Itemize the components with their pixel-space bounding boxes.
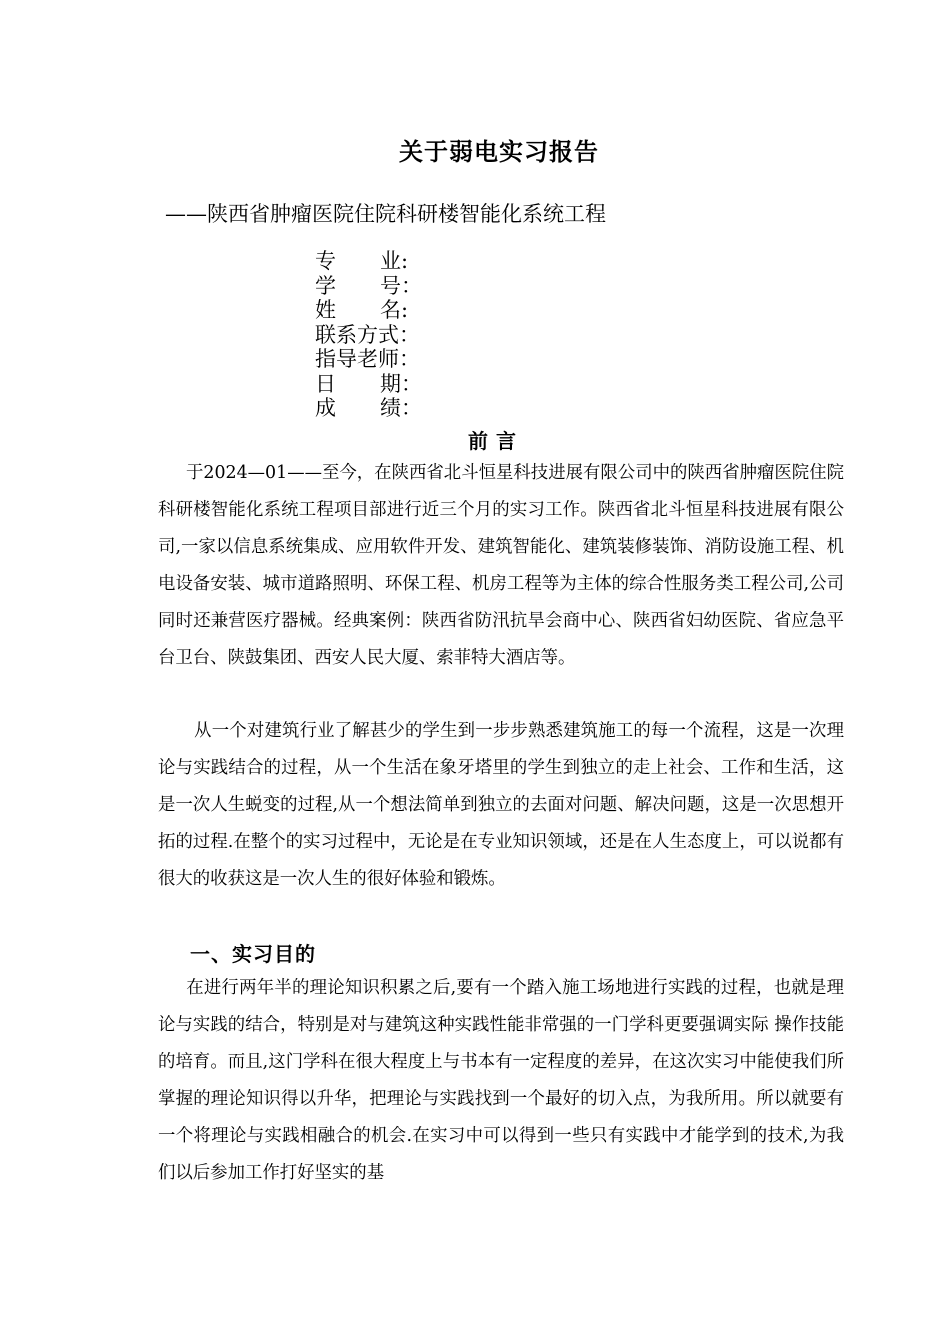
- document-subtitle: ——陕西省肿瘤医院住院科研楼智能化系统工程: [165, 202, 606, 226]
- paragraph-text: 于2024—01——至今，在陕西省北斗恒星科技进展有限公司中的陕西省肿瘤医院住院科研楼智能化系统工程项目部进行近三个月的实习工作。陕西省北斗恒星科技进展有限公司,一家以信息系统集成、应用软件开发、建筑智能化、建筑装修装饰、消防设施工程、机电设备安装、城市道路照明、环保工程、机房工程等为主体的综合性服务类工程公司,公司同时还兼营医疗器械。经典案例：陕西省防汛抗旱会商中心、陕西省妇幼医院、省应急平台卫台、陕鼓集团、西安人民大厦、索菲特大酒店等。: [158, 463, 844, 668]
- info-label: 成绩: [315, 396, 401, 420]
- info-separator: ：: [401, 396, 422, 420]
- info-separator: ：: [401, 273, 422, 298]
- paragraph-text: 从一个对建筑行业了解甚少的学生到一步步熟悉建筑施工的每一个流程，这是一次理论与实践结合的过程，从一个生活在象牙塔里的学生到独立的走上社会、工作和生活，这是一次人生蜕变的过程,从一个想法简单到独立的去面对问题、解决问题，这是一次思想开拓的过程.在整个的实习过程中，无论是在专业知识领域，还是在人生态度上，可以说都有很大的收获这是一次人生的很好体验和锻炼。: [158, 721, 844, 889]
- info-row-major: [315, 249, 422, 274]
- info-separator: ：: [401, 371, 422, 396]
- preface-heading: 前言: [468, 429, 524, 453]
- info-label: 学号: [315, 273, 401, 298]
- info-row-date: [315, 372, 422, 397]
- info-label: 指导老师: [315, 347, 399, 371]
- student-info-block: [315, 249, 422, 421]
- section-heading-purpose: 一、实习目的: [190, 942, 316, 966]
- info-separator: :: [401, 298, 409, 322]
- info-label: 姓名: [315, 298, 401, 322]
- info-separator: :: [401, 249, 409, 273]
- info-row-grade: [315, 396, 422, 421]
- info-row-contact: [315, 323, 422, 348]
- info-separator: ：: [399, 322, 420, 347]
- info-row-name: [315, 298, 422, 323]
- info-label: 联系方式: [315, 322, 399, 347]
- preface-paragraph-1: [158, 455, 844, 677]
- preface-paragraph-2: [158, 713, 844, 898]
- section-purpose-paragraph: [158, 970, 844, 1192]
- document-title: 关于弱电实习报告: [399, 138, 599, 166]
- info-label: 专业: [315, 249, 401, 273]
- info-separator: ：: [399, 347, 420, 371]
- info-row-student-id: [315, 274, 422, 299]
- info-label: 日期: [315, 371, 401, 396]
- paragraph-text: 在进行两年半的理论知识积累之后,要有一个踏入施工场地进行实践的过程，也就是理论与实践的结合，特别是对与建筑这种实践性能非常强的一门学科更要强调实际 操作技能的培育。而且,这门学科在很大程度上与书本有一定程度的差异，在这次实习中能使我们所掌握的理论知识得以升华，把理论与实践找到一个最好的切入点，为我所用。所以就要有一个将理论与实践相融合的机会.在实习中可以得到一些只有实践中才能学到的技术,为我们以后参加工作打好坚实的基: [158, 978, 844, 1183]
- info-row-advisor: [315, 347, 422, 372]
